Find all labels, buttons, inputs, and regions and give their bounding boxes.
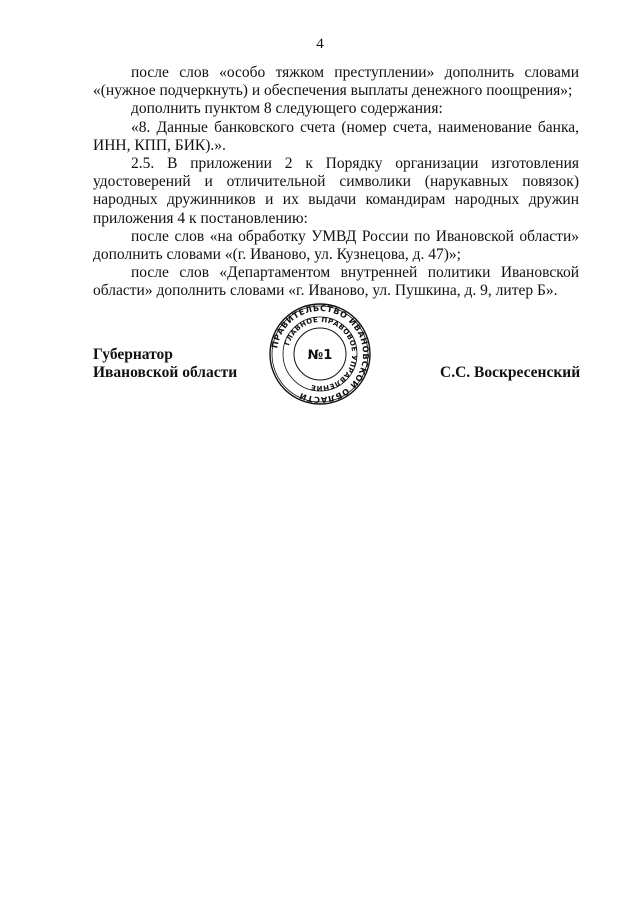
seal-outer-text: ПРАВИТЕЛЬСТВО ИВАНОВСКОЙ ОБЛАСТИ	[269, 302, 372, 406]
text-line: 2.5. В приложении 2 к Порядку организации изготовления	[131, 154, 579, 172]
text-line: «8. Данные банковского счета (номер счета, наименование банка,	[131, 118, 579, 136]
seal-number: №1	[307, 348, 333, 363]
text-line: после слов «на обработку УМВД России по Ивановской области»	[131, 227, 579, 245]
document-body	[93, 64, 579, 300]
position-line: Ивановской области	[93, 364, 238, 381]
text-line: после слов «Департаментом внутренней политики Ивановской	[131, 264, 579, 282]
seal-inner-text: ГЛАВНОЕ ПРАВОВОЕ УПРАВЛЕНИЕ	[283, 315, 359, 393]
text-line: ИНН, КПП, БИК).».	[93, 136, 226, 154]
signatory-name: С.С. Воскресенский	[440, 364, 581, 381]
text-line: приложения 4 к постановлению:	[93, 209, 308, 227]
text-line: народных дружинников и их выдачи командирам народных дружин	[93, 191, 579, 209]
text-line: дополнить пунктом 8 следующего содержания:	[131, 100, 443, 118]
official-seal	[268, 302, 372, 406]
page-number: 4	[316, 36, 324, 52]
text-line: после слов «особо тяжком преступлении» дополнить словами	[131, 64, 579, 81]
text-line: удостоверений и отличительной символики (нарукавных повязок)	[93, 173, 579, 191]
text-line: дополнить словами «(г. Иваново, ул. Кузнецова, д. 47)»;	[93, 245, 461, 263]
position-line: Губернатор	[93, 346, 173, 363]
signatory-position	[93, 346, 237, 382]
text-line: «(нужное подчеркнуть) и обеспечения выплаты денежного поощрения»;	[93, 82, 573, 100]
text-line: области» дополнить словами «г. Иваново, ул. Пушкина, д. 9, литер Б».	[93, 282, 558, 300]
